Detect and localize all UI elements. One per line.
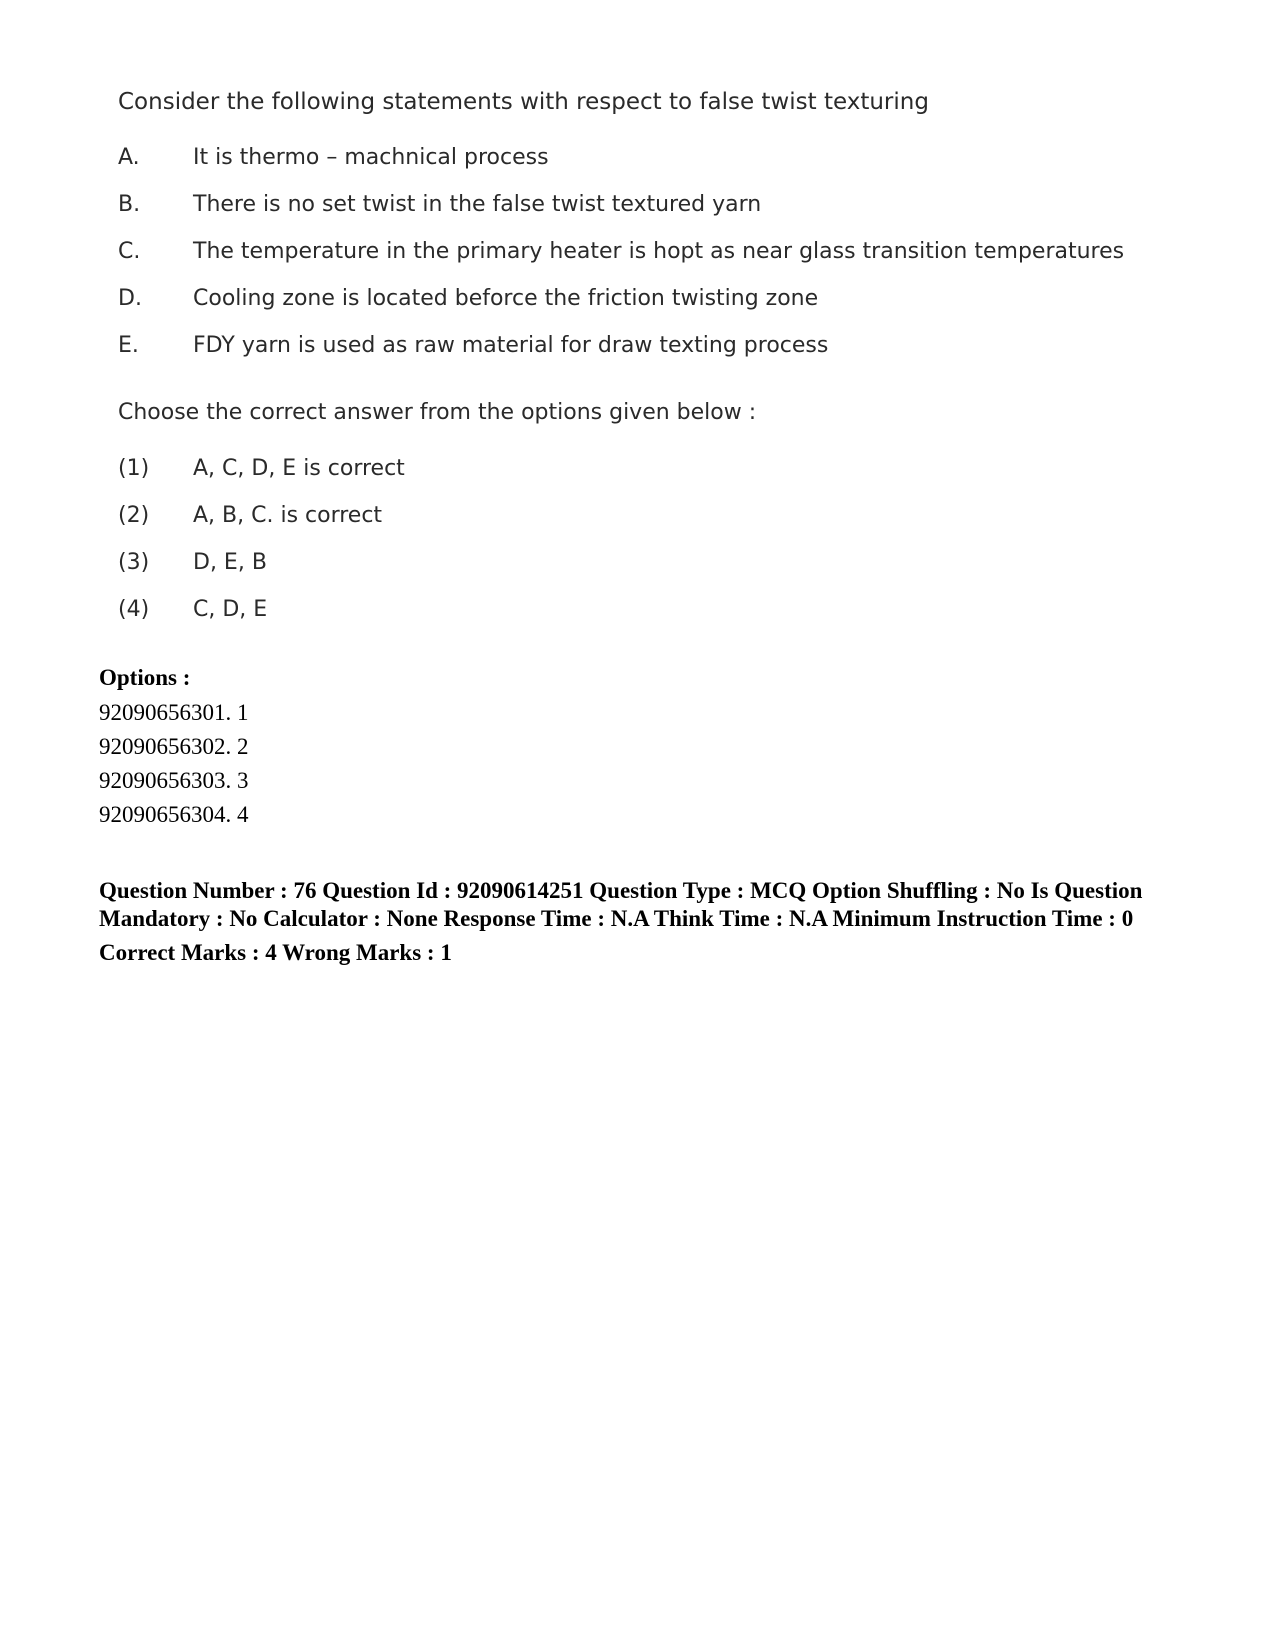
- option-id-item: 92090656301. 1: [99, 700, 249, 725]
- option-id-item: 92090656302. 2: [99, 734, 249, 759]
- answer-choice-label: (4): [118, 597, 150, 622]
- choose-instruction: Choose the correct answer from the options given below :: [118, 400, 757, 425]
- question-marks: Correct Marks : 4 Wrong Marks : 1: [99, 940, 452, 965]
- answer-choice-text: A, B, C. is correct: [193, 503, 383, 528]
- question-intro: Consider the following statements with respect to false twist texturing: [118, 89, 929, 115]
- statement-label: D.: [118, 286, 142, 311]
- answer-choice-text: A, C, D, E is correct: [193, 456, 405, 481]
- option-id-item: 92090656303. 3: [99, 768, 249, 793]
- statement-text: The temperature in the primary heater is hopt as near glass transition temperatures: [193, 239, 1125, 264]
- question-image-block: [118, 82, 1158, 637]
- statement-label: C.: [118, 239, 141, 264]
- question-details: Question Number : 76 Question Id : 92090614251 Question Type : MCQ Option Shuffling : No Is Question Mandatory : No Calculator : None Response Time : N.A Think Time : N.A Minimum Instruction Time : 0: [99, 878, 1143, 931]
- answer-choice-text: C, D, E: [193, 597, 268, 622]
- answer-choice-row: [118, 496, 1158, 543]
- statement-text: It is thermo – machnical process: [193, 145, 549, 170]
- statement-row: [118, 326, 1158, 373]
- option-id-item: 92090656304. 4: [99, 802, 249, 827]
- answer-choice-row: [118, 590, 1158, 637]
- statement-row: [118, 232, 1158, 279]
- statement-row: [118, 138, 1158, 185]
- statement-text: There is no set twist in the false twist textured yarn: [193, 192, 762, 217]
- options-section: [99, 660, 249, 832]
- statement-label: A.: [118, 145, 140, 170]
- answer-choice-text: D, E, B: [193, 550, 267, 575]
- answer-choice-label: (3): [118, 550, 150, 575]
- statement-row: [118, 279, 1158, 326]
- statement-text: Cooling zone is located beforce the friction twisting zone: [193, 286, 819, 311]
- statement-text: FDY yarn is used as raw material for draw texting process: [193, 333, 829, 358]
- next-question-meta: [99, 877, 1179, 973]
- statement-label: E.: [118, 333, 139, 358]
- answer-choice-list: [118, 449, 1158, 637]
- answer-choice-label: (1): [118, 456, 150, 481]
- answer-choice-label: (2): [118, 503, 150, 528]
- statement-label: B.: [118, 192, 141, 217]
- statement-list: [118, 138, 1158, 373]
- answer-choice-row: [118, 449, 1158, 496]
- options-heading: Options :: [99, 665, 191, 690]
- answer-choice-row: [118, 543, 1158, 590]
- statement-row: [118, 185, 1158, 232]
